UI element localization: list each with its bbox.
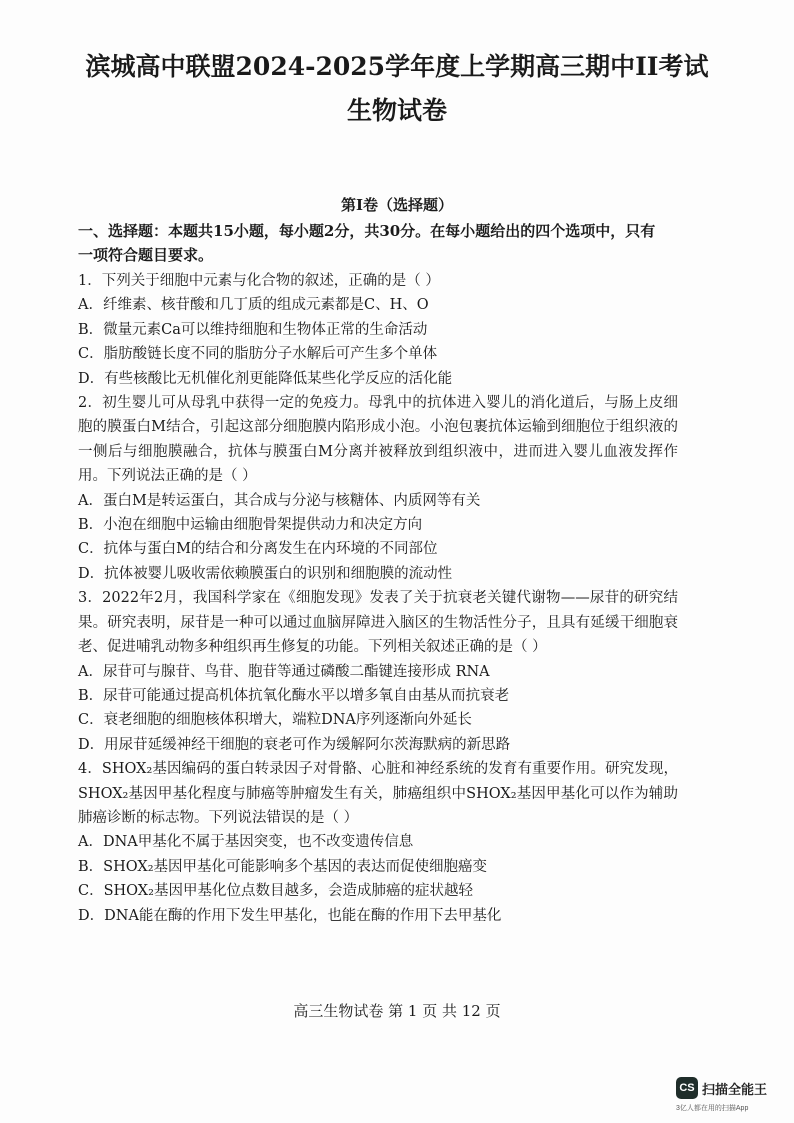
watermark-tagline: 3亿人都在用的扫描App <box>676 1105 749 1112</box>
question-stem: 3．2022年2月，我国科学家在《细胞发现》发表了关于抗衰老关键代谢物——尿苷的研究结果。研究表明，尿苷是一种可以通过血脑屏障进入脑区的生物活性分子，且具有延缓干细胞衰老、促进哺乳动物多种组织再生修复的功能。下列相关叙述正确的是（ ） <box>78 590 678 656</box>
option-b: B．微量元素Ca可以维持细胞和生物体正常的生命活动 <box>78 321 428 338</box>
question-1 <box>78 269 678 391</box>
option-b: B．小泡在细胞中运输由细胞骨架提供动力和决定方向 <box>78 517 423 534</box>
camscanner-logo-icon: CS <box>676 1077 698 1099</box>
option-c: C．脂肪酸链长度不同的脂肪分子水解后可产生多个单体 <box>78 346 438 363</box>
scanner-watermark <box>676 1077 780 1115</box>
option-c: C．SHOX₂基因甲基化位点数目越多，会造成肺癌的症状越轻 <box>78 883 473 900</box>
exam-subject-title: 生物试卷 <box>346 96 447 125</box>
question-4 <box>78 757 678 928</box>
part-title: 第Ⅰ卷（选择题） <box>340 196 454 214</box>
option-d: D．有些核酸比无机催化剂更能降低某些化学反应的活化能 <box>78 370 453 387</box>
question-2 <box>78 391 678 586</box>
question-stem: 1．下列关于细胞中元素与化合物的叙述，正确的是（ ） <box>78 273 440 289</box>
option-a: A．纤维素、核苷酸和几丁质的组成元素都是C、H、O <box>78 297 429 314</box>
exam-title: 滨城高中联盟2024-2025学年度上学期高三期中II考试 <box>85 52 709 81</box>
question-3 <box>78 586 678 757</box>
option-d: D．DNA能在酶的作用下发生甲基化，也能在酶的作用下去甲基化 <box>78 907 502 924</box>
question-stem: 4．SHOX₂基因编码的蛋白转录因子对骨骼、心脏和神经系统的发育有重要作用。研究发现，SHOX₂基因甲基化程度与肺癌等肿瘤发生有关，肺癌组织中SHOX₂基因甲基化可以作为辅助肺癌诊断的标志物。下列说法错误的是（ ） <box>78 761 678 826</box>
questions-area <box>78 269 678 928</box>
page-footer: 高三生物试卷 第 1 页 共 12 页 <box>293 1002 501 1020</box>
question-stem: 2．初生婴儿可从母乳中获得一定的免疫力。母乳中的抗体进入婴儿的消化道后，与肠上皮细胞的膜蛋白M结合，引起这部分细胞膜内陷形成小泡。小泡包裹抗体运输到细胞位于组织液的一侧后与细胞膜融合，抗体与膜蛋白M分离并被释放到组织液中，进而进入婴儿血液发挥作用。下列说法正确的是（ ） <box>78 395 678 485</box>
option-b: B．尿苷可能通过提高机体抗氧化酶水平以增多氧自由基从而抗衰老 <box>78 687 510 704</box>
section-heading: 一、选择题：本题共15小题，每小题2分，共30分。在每小题给出的四个选项中，只有一项符合题目要求。 <box>78 222 656 264</box>
option-b: B．SHOX₂基因甲基化可能影响多个基因的表达而促使细胞癌变 <box>78 858 487 875</box>
option-c: C．抗体与蛋白M的结合和分离发生在内环境的不同部位 <box>78 541 438 558</box>
option-d: D．用尿苷延缓神经干细胞的衰老可作为缓解阿尔茨海默病的新思路 <box>78 736 511 753</box>
option-a: A．DNA甲基化不属于基因突变，也不改变遗传信息 <box>78 834 414 851</box>
watermark-app-name: 扫描全能王 <box>702 1082 768 1097</box>
option-c: C．衰老细胞的细胞核体积增大，端粒DNA序列逐渐向外延长 <box>78 712 472 729</box>
option-a: A．蛋白M是转运蛋白，其合成与分泌与核糖体、内质网等有关 <box>78 492 481 509</box>
option-d: D．抗体被婴儿吸收需依赖膜蛋白的识别和细胞膜的流动性 <box>78 565 453 582</box>
option-a: A．尿苷可与腺苷、鸟苷、胞苷等通过磷酸二酯键连接形成 RNA <box>78 663 490 680</box>
